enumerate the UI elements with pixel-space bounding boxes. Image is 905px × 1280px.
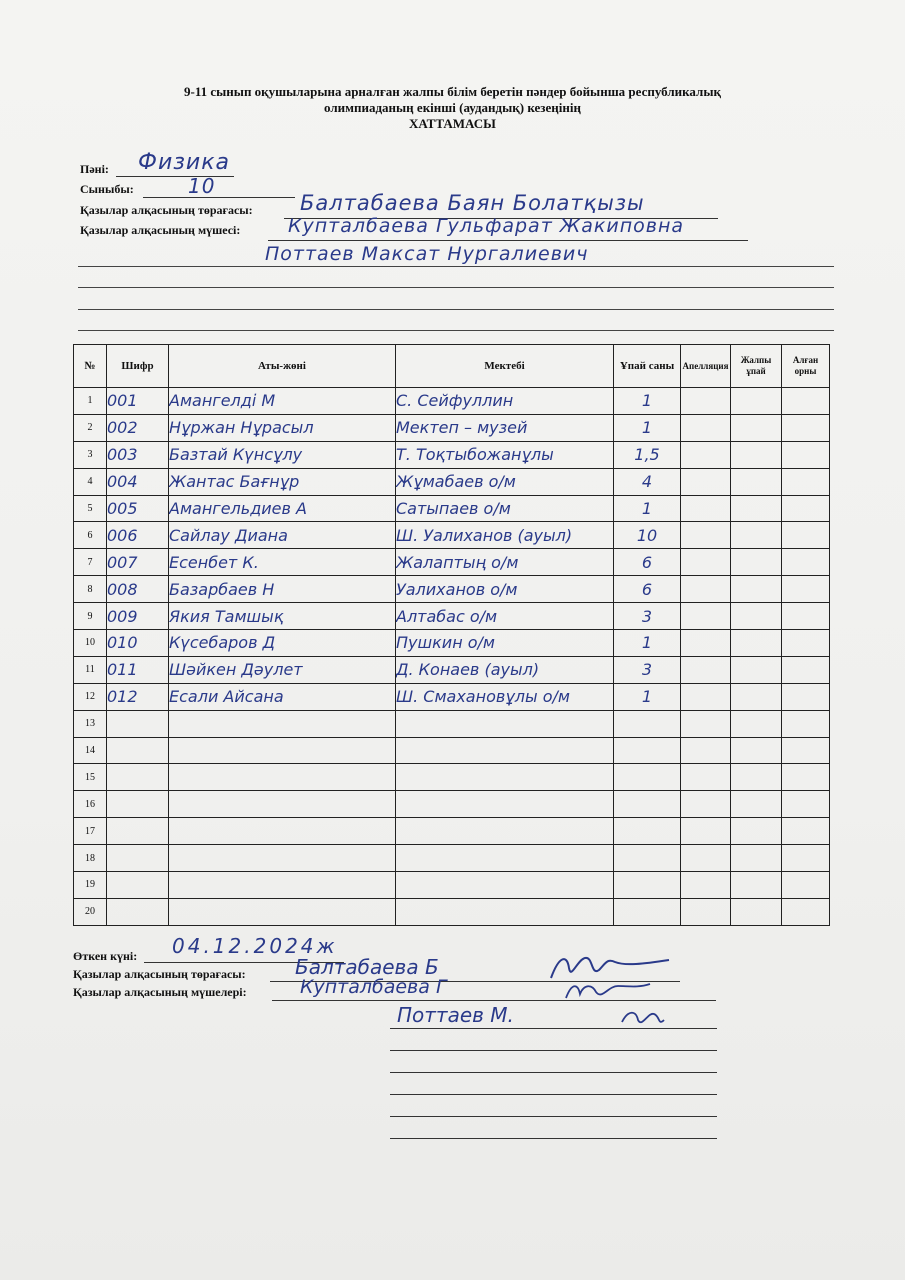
row-cipher: 004 <box>107 468 169 495</box>
row-total <box>731 791 782 818</box>
table-row <box>74 576 830 603</box>
footer-member-2: Поттаев М. <box>397 1003 514 1027</box>
row-school: Жалаптың о/м <box>396 549 614 576</box>
col-header-appeal: Апелляция <box>681 345 731 388</box>
row-appeal <box>681 414 731 441</box>
row-place <box>782 710 830 737</box>
row-score: 1 <box>614 630 681 657</box>
row-number: 16 <box>74 791 107 818</box>
col-header-cipher: Шифр <box>107 345 169 388</box>
col-header-place: Алған орны <box>782 345 830 388</box>
row-score <box>614 764 681 791</box>
grade-value: 10 <box>188 174 216 198</box>
row-number: 6 <box>74 522 107 549</box>
row-place <box>782 872 830 899</box>
row-place <box>782 737 830 764</box>
row-place <box>782 791 830 818</box>
row-total <box>731 495 782 522</box>
row-school: Пушкин о/м <box>396 630 614 657</box>
row-cipher: 008 <box>107 576 169 603</box>
row-name <box>169 818 396 845</box>
row-total <box>731 441 782 468</box>
row-number: 11 <box>74 656 107 683</box>
footer-line-3 <box>390 1050 717 1051</box>
row-name: Күсебаров Д <box>169 630 396 657</box>
row-cipher: 006 <box>107 522 169 549</box>
table-row <box>74 522 830 549</box>
row-number: 9 <box>74 603 107 630</box>
row-place <box>782 764 830 791</box>
row-total <box>731 630 782 657</box>
row-total <box>731 683 782 710</box>
row-number: 8 <box>74 576 107 603</box>
row-place <box>782 683 830 710</box>
table-row <box>74 441 830 468</box>
row-score <box>614 845 681 872</box>
table-row <box>74 710 830 737</box>
title-line-2: олимпиаданың екінші (аудандық) кезеңінің <box>324 100 581 115</box>
row-number: 7 <box>74 549 107 576</box>
row-school <box>396 764 614 791</box>
row-cipher: 009 <box>107 603 169 630</box>
row-place <box>782 495 830 522</box>
row-place <box>782 549 830 576</box>
row-name: Якия Тамшық <box>169 603 396 630</box>
row-cipher <box>107 737 169 764</box>
row-school: Ш. Уалиханов (ауыл) <box>396 522 614 549</box>
row-total <box>731 388 782 415</box>
row-place <box>782 414 830 441</box>
subject-underline <box>116 176 234 177</box>
row-appeal <box>681 468 731 495</box>
subject-value: Физика <box>138 150 231 175</box>
row-school: Жұмабаев о/м <box>396 468 614 495</box>
row-total <box>731 845 782 872</box>
row-appeal <box>681 388 731 415</box>
row-cipher: 002 <box>107 414 169 441</box>
row-cipher: 012 <box>107 683 169 710</box>
row-appeal <box>681 764 731 791</box>
row-number: 19 <box>74 872 107 899</box>
results-table <box>73 344 830 926</box>
row-school <box>396 898 614 925</box>
row-cipher <box>107 818 169 845</box>
row-total <box>731 656 782 683</box>
row-score <box>614 872 681 899</box>
row-total <box>731 737 782 764</box>
row-score: 1 <box>614 414 681 441</box>
footer-line-7 <box>390 1138 717 1139</box>
row-place <box>782 603 830 630</box>
member-label: Қазылар алқасының мүшесі: <box>80 223 241 237</box>
row-number: 3 <box>74 441 107 468</box>
row-appeal <box>681 630 731 657</box>
row-score: 3 <box>614 603 681 630</box>
row-number: 15 <box>74 764 107 791</box>
row-score <box>614 791 681 818</box>
row-name <box>169 764 396 791</box>
row-place <box>782 522 830 549</box>
row-place <box>782 468 830 495</box>
table-header-row <box>74 345 830 388</box>
row-score: 1 <box>614 495 681 522</box>
row-cipher: 011 <box>107 656 169 683</box>
row-name: Есенбет К. <box>169 549 396 576</box>
row-cipher <box>107 898 169 925</box>
row-number: 18 <box>74 845 107 872</box>
row-name: Нұржан Нұрасыл <box>169 414 396 441</box>
row-name: Жантас Бағнұр <box>169 468 396 495</box>
date-label: Өткен күні: <box>73 949 138 963</box>
col-header-school: Мектебі <box>396 345 614 388</box>
row-cipher: 010 <box>107 630 169 657</box>
member-1-signature <box>558 976 658 1004</box>
row-name <box>169 710 396 737</box>
row-score: 4 <box>614 468 681 495</box>
row-school: Д. Конаев (ауыл) <box>396 656 614 683</box>
row-number: 17 <box>74 818 107 845</box>
row-total <box>731 522 782 549</box>
table-row <box>74 468 830 495</box>
table-row <box>74 845 830 872</box>
row-school <box>396 845 614 872</box>
row-school <box>396 791 614 818</box>
member-underline <box>268 240 748 241</box>
table-body <box>74 388 830 926</box>
row-cipher <box>107 764 169 791</box>
footer-line-4 <box>390 1072 717 1073</box>
col-header-name: Аты-жөні <box>169 345 396 388</box>
row-score: 6 <box>614 576 681 603</box>
row-number: 5 <box>74 495 107 522</box>
blank-line-3 <box>78 309 834 310</box>
row-number: 14 <box>74 737 107 764</box>
row-cipher: 005 <box>107 495 169 522</box>
row-school: Т. Тоқтыбожанұлы <box>396 441 614 468</box>
row-total <box>731 898 782 925</box>
row-number: 20 <box>74 898 107 925</box>
table-row <box>74 603 830 630</box>
table-row <box>74 414 830 441</box>
row-school: Ш. Смахановұлы о/м <box>396 683 614 710</box>
title-line-1: 9-11 сынып оқушыларына арналған жалпы білім беретін пәндер бойынша республикалық <box>184 84 721 99</box>
row-place <box>782 441 830 468</box>
row-total <box>731 818 782 845</box>
table-row <box>74 630 830 657</box>
row-school: Уалиханов о/м <box>396 576 614 603</box>
table-row <box>74 683 830 710</box>
col-header-score: Ұпай саны <box>614 345 681 388</box>
row-place <box>782 630 830 657</box>
row-score <box>614 710 681 737</box>
row-total <box>731 549 782 576</box>
chair-label: Қазылар алқасының төрағасы: <box>80 203 253 217</box>
chair-value: Балтабаева Баян Болатқызы <box>300 191 645 215</box>
table-row <box>74 898 830 925</box>
row-place <box>782 898 830 925</box>
col-header-no: № <box>74 345 107 388</box>
row-appeal <box>681 441 731 468</box>
row-total <box>731 414 782 441</box>
table-row <box>74 791 830 818</box>
row-school <box>396 737 614 764</box>
row-cipher: 007 <box>107 549 169 576</box>
row-appeal <box>681 791 731 818</box>
row-school: Алтабас о/м <box>396 603 614 630</box>
table-row <box>74 737 830 764</box>
row-number: 2 <box>74 414 107 441</box>
row-score: 10 <box>614 522 681 549</box>
row-name: Шәйкен Дәулет <box>169 656 396 683</box>
row-number: 13 <box>74 710 107 737</box>
row-name: Сайлау Диана <box>169 522 396 549</box>
row-score <box>614 737 681 764</box>
footer-chair-value: Балтабаева Б <box>295 955 439 979</box>
table-row <box>74 818 830 845</box>
row-name: Амангельдиев А <box>169 495 396 522</box>
row-cipher: 003 <box>107 441 169 468</box>
row-score: 1,5 <box>614 441 681 468</box>
row-appeal <box>681 872 731 899</box>
row-number: 4 <box>74 468 107 495</box>
row-score: 3 <box>614 656 681 683</box>
table-row <box>74 495 830 522</box>
grade-underline <box>143 197 295 198</box>
row-appeal <box>681 710 731 737</box>
row-appeal <box>681 656 731 683</box>
row-place <box>782 388 830 415</box>
row-appeal <box>681 495 731 522</box>
footer-member-1: Купталбаева Г <box>300 976 447 998</box>
row-name <box>169 872 396 899</box>
table-row <box>74 764 830 791</box>
row-place <box>782 818 830 845</box>
row-appeal <box>681 549 731 576</box>
table-row <box>74 388 830 415</box>
row-cipher <box>107 872 169 899</box>
row-name: Базтай Күнсұлу <box>169 441 396 468</box>
row-number: 1 <box>74 388 107 415</box>
row-score: 1 <box>614 683 681 710</box>
subject-label: Пәні: <box>80 162 109 176</box>
member-value-1: Купталбаева Гульфарат Жакиповна <box>288 215 685 237</box>
row-name: Есали Айсана <box>169 683 396 710</box>
row-school <box>396 710 614 737</box>
footer-line-5 <box>390 1094 717 1095</box>
row-score: 1 <box>614 388 681 415</box>
title-line-3: ХАТТАМАСЫ <box>409 116 496 131</box>
row-total <box>731 468 782 495</box>
row-place <box>782 656 830 683</box>
row-appeal <box>681 683 731 710</box>
row-name <box>169 737 396 764</box>
member-2-signature <box>618 1006 668 1030</box>
footer-line-6 <box>390 1116 717 1117</box>
row-number: 10 <box>74 630 107 657</box>
date-value: 04.12.2024ж <box>172 934 338 958</box>
row-place <box>782 845 830 872</box>
table-row <box>74 549 830 576</box>
row-name: Базарбаев Н <box>169 576 396 603</box>
row-total <box>731 576 782 603</box>
row-school: С. Сейфуллин <box>396 388 614 415</box>
row-school <box>396 818 614 845</box>
blank-line-1 <box>78 266 834 267</box>
footer-members-label: Қазылар алқасының мүшелері: <box>73 985 247 999</box>
grade-label: Сыныбы: <box>80 182 134 196</box>
row-appeal <box>681 898 731 925</box>
row-appeal <box>681 737 731 764</box>
row-total <box>731 764 782 791</box>
table-row <box>74 872 830 899</box>
row-school: Сатыпаев о/м <box>396 495 614 522</box>
blank-line-2 <box>78 287 834 288</box>
row-appeal <box>681 818 731 845</box>
row-school <box>396 872 614 899</box>
row-appeal <box>681 603 731 630</box>
row-place <box>782 576 830 603</box>
table-row <box>74 656 830 683</box>
row-score <box>614 898 681 925</box>
row-cipher: 001 <box>107 388 169 415</box>
row-number: 12 <box>74 683 107 710</box>
member-value-2: Поттаев Максат Нургалиевич <box>265 243 589 265</box>
col-header-total: Жалпы ұпай <box>731 345 782 388</box>
row-name: Амангелді М <box>169 388 396 415</box>
row-total <box>731 603 782 630</box>
document-title <box>0 84 905 132</box>
row-appeal <box>681 576 731 603</box>
row-appeal <box>681 522 731 549</box>
row-score <box>614 818 681 845</box>
row-cipher <box>107 791 169 818</box>
row-school: Мектеп – музей <box>396 414 614 441</box>
row-score: 6 <box>614 549 681 576</box>
row-total <box>731 872 782 899</box>
row-name <box>169 898 396 925</box>
row-name <box>169 791 396 818</box>
blank-line-4 <box>78 330 834 331</box>
row-cipher <box>107 845 169 872</box>
row-appeal <box>681 845 731 872</box>
row-total <box>731 710 782 737</box>
row-name <box>169 845 396 872</box>
row-cipher <box>107 710 169 737</box>
footer-chair-label: Қазылар алқасының төрағасы: <box>73 967 246 981</box>
